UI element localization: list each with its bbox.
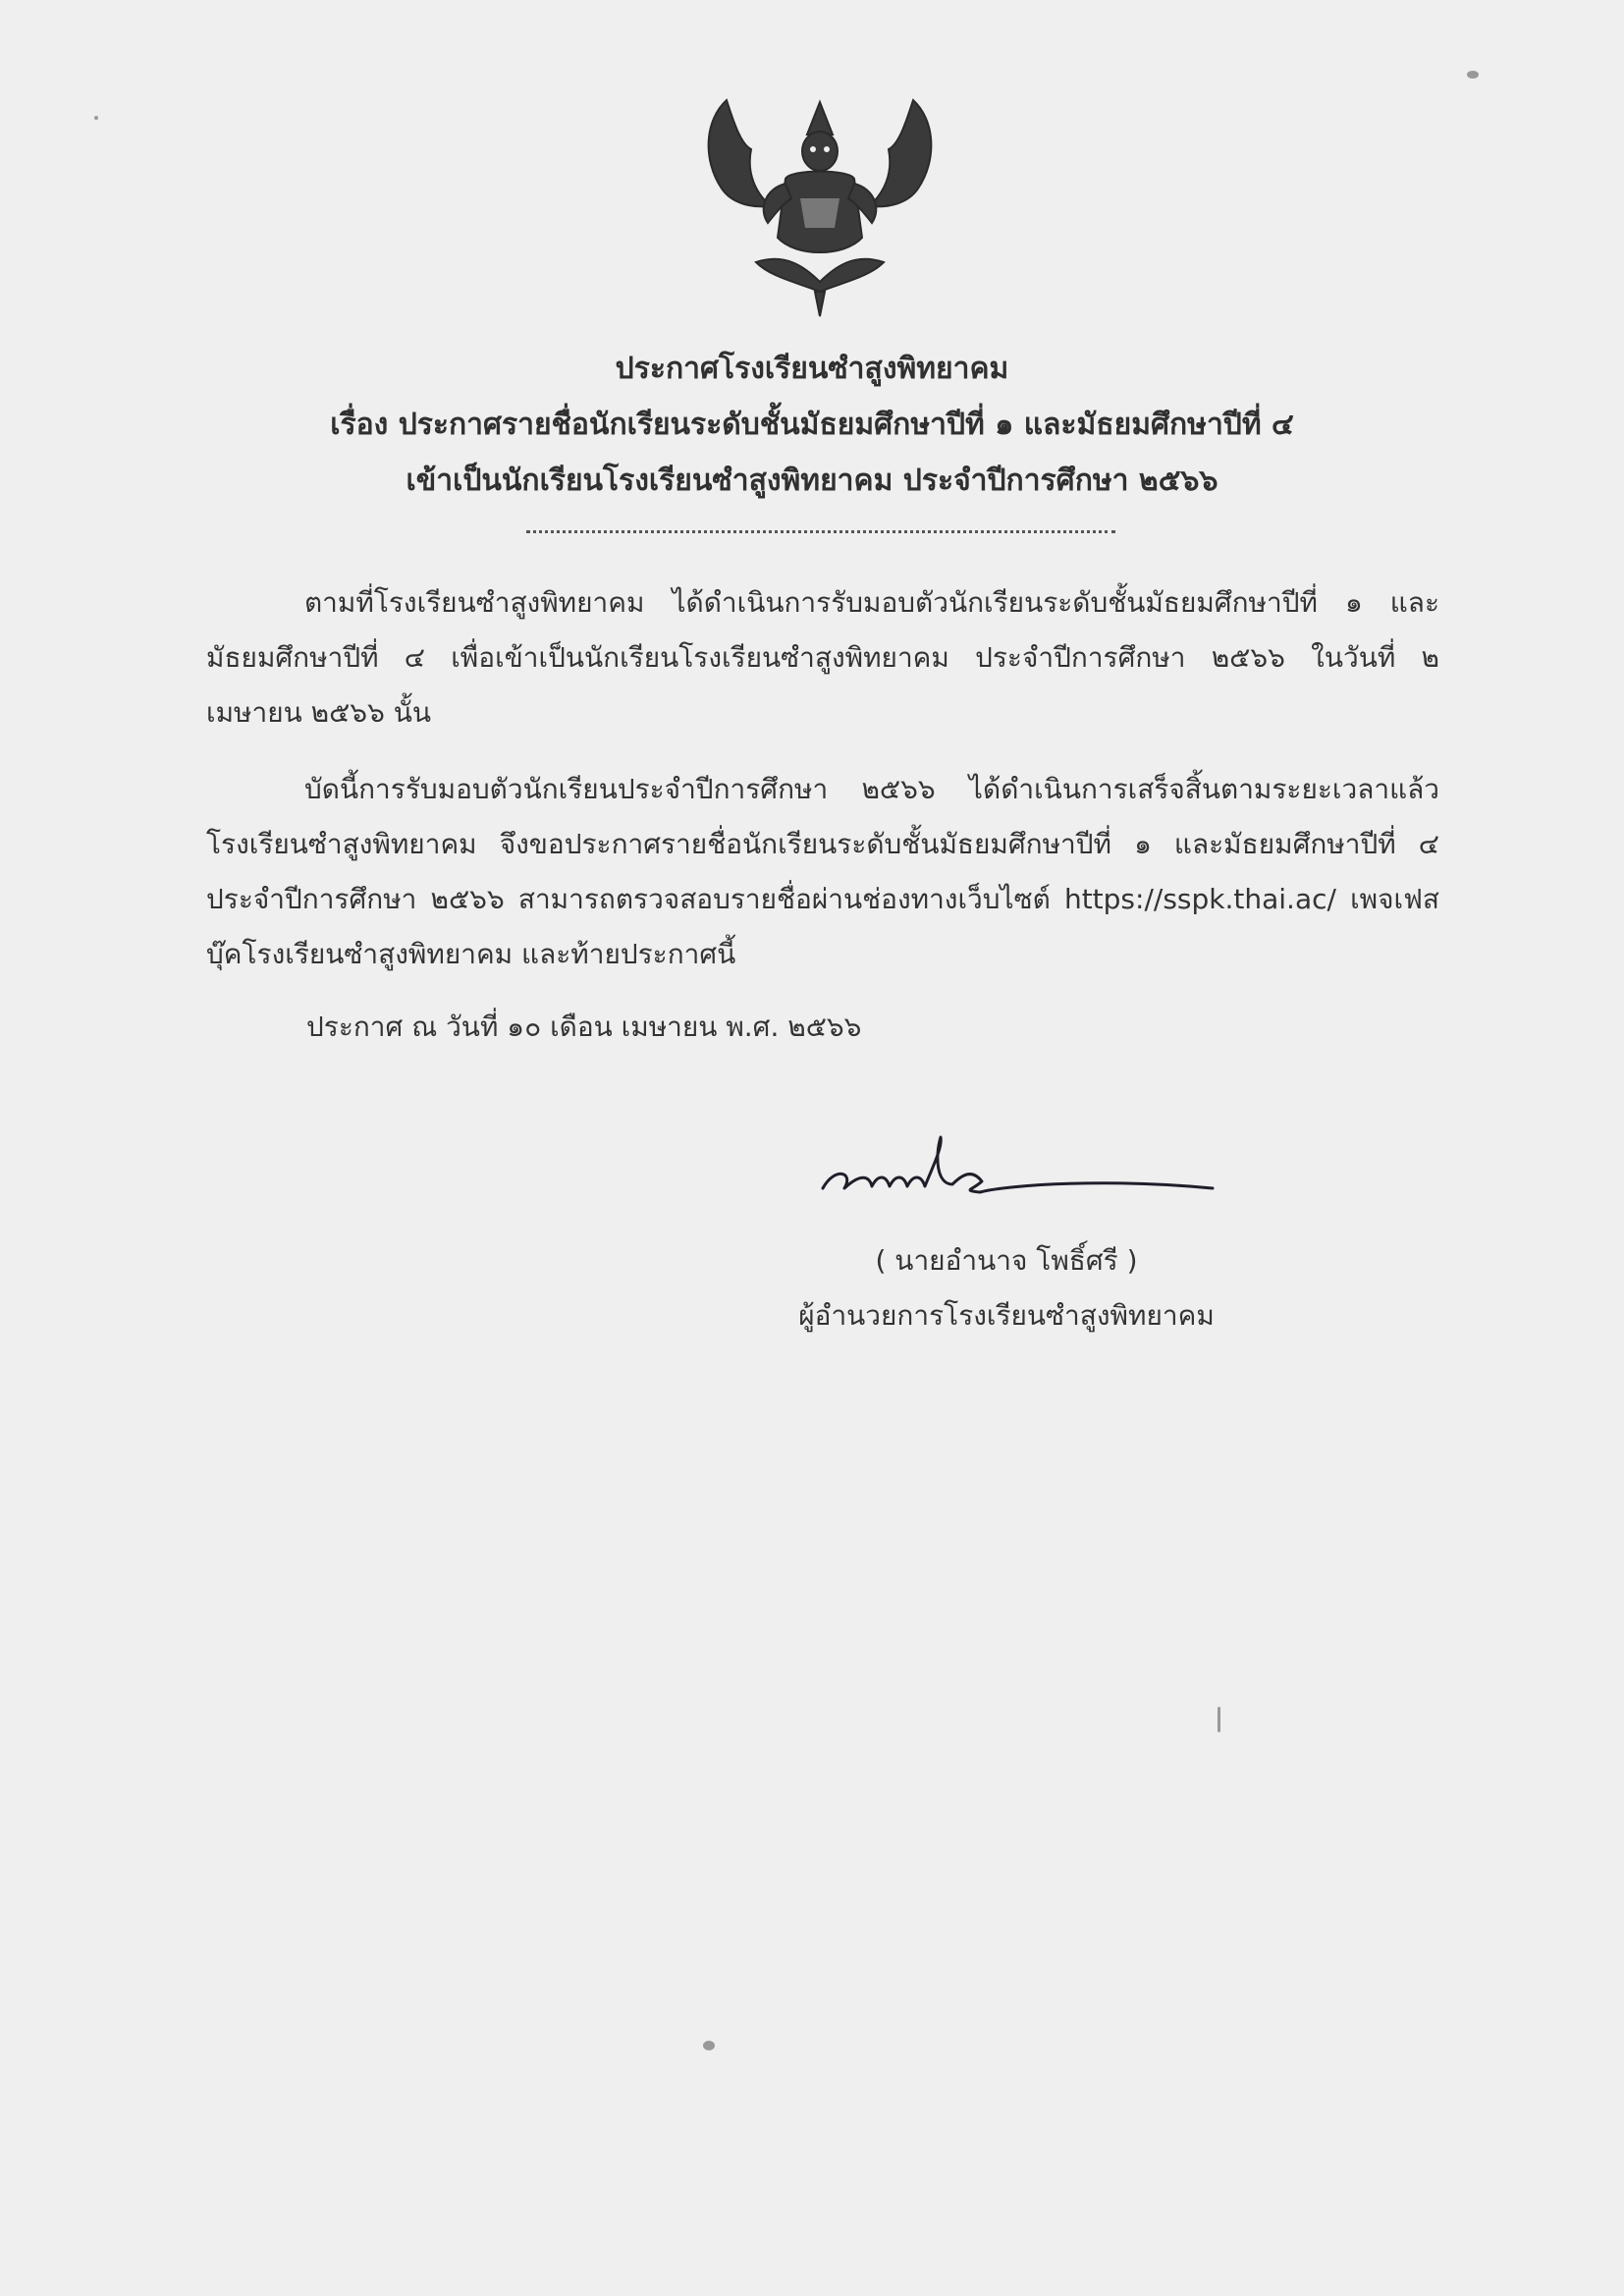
dotted-divider <box>526 530 1115 533</box>
scan-speck <box>94 116 98 120</box>
announcement-date: ประกาศ ณ วันที่ ๑๐ เดือน เมษายน พ.ศ. ๒๕๖๖ <box>306 1011 862 1043</box>
heading-title: ประกาศโรงเรียนซำสูงพิทยาคม <box>615 352 1009 386</box>
body-paragraph-1 <box>206 575 1439 740</box>
body-paragraph-2 <box>206 762 1439 982</box>
garuda-emblem-icon <box>697 90 943 326</box>
heading-subject: เรื่อง ประกาศรายชื่อนักเรียนระดับชั้นมัธยมศึกษาปีที่ ๑ และมัธยมศึกษาปีที่ ๔ <box>330 408 1294 442</box>
signer-position: ผู้อำนวยการโรงเรียนซำสูงพิทยาคม <box>798 1299 1215 1332</box>
scan-speck <box>1218 1707 1220 1732</box>
body-paragraph-1-text: ตามที่โรงเรียนซำสูงพิทยาคม ได้ดำเนินการรับมอบตัวนักเรียนระดับชั้นมัธยมศึกษาปีที่ ๑ และมัธยมศึกษาปีที่ ๔ เพื่อเข้าเป็นนักเรียนโรงเรียนซำสูงพิทยาคม ประจำปีการศึกษา ๒๕๖๖ ในวันที่ ๒ เมษายน ๒๕๖๖ นั้น <box>206 586 1439 729</box>
scan-speck <box>1467 71 1479 79</box>
scan-speck <box>703 2041 715 2050</box>
handwritten-signature <box>815 1127 1218 1216</box>
heading-subject-continued: เข้าเป็นนักเรียนโรงเรียนซำสูงพิทยาคม ประจำปีการศึกษา ๒๕๖๖ <box>406 464 1218 498</box>
signer-name: ( นายอำนาจ โพธิ์ศรี ) <box>875 1244 1138 1277</box>
body-paragraph-2-text: บัดนี้การรับมอบตัวนักเรียนประจำปีการศึกษา ๒๕๖๖ ได้ดำเนินการเสร็จสิ้นตามระยะเวลาแล้ว โรงเรียนซำสูงพิทยาคม จึงขอประกาศรายชื่อนักเรียนระดับชั้นมัธยมศึกษาปีที่ ๑ และมัธยมศึกษาปีที่ ๔ ประจำปีการศึกษา ๒๕๖๖ สามารถตรวจสอบรายชื่อผ่านช่องทางเว็บไซต์ https://sspk.thai.ac/ เพจเฟสบุ๊คโรงเรียนซำสูงพิทยาคม และท้ายประกาศนี้ <box>206 773 1439 970</box>
